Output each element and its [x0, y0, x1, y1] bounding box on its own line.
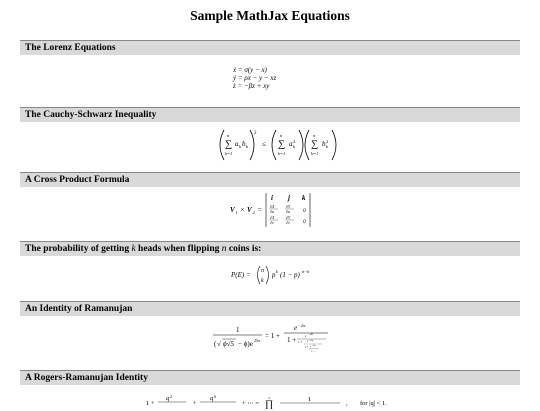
svg-text:n: n: [313, 133, 316, 138]
svg-text:k=1: k=1: [225, 151, 233, 156]
section-heading-cross-product: A Cross Product Formula: [20, 172, 520, 187]
svg-text:∂Y: ∂Y: [286, 204, 291, 209]
svg-text:1 +: 1 +: [298, 340, 303, 344]
svg-text:k: k: [302, 194, 306, 202]
svg-text:∂u: ∂u: [286, 209, 290, 214]
svg-text:e: e: [294, 324, 298, 332]
svg-text:k: k: [239, 144, 241, 149]
lorenz-line-2: ẏ = ρx − y − xz: [233, 74, 277, 82]
svg-text:ϕ√5: ϕ√5: [223, 340, 234, 348]
probability-equation: [0, 263, 540, 287]
svg-text:1+: 1+: [305, 345, 309, 349]
cross-product-formula-graphic: [0, 190, 540, 230]
svg-text:+: +: [193, 400, 197, 407]
svg-text:,: ,: [346, 400, 348, 407]
svg-text:n: n: [227, 133, 230, 138]
svg-text:n−k: n−k: [302, 269, 310, 274]
svg-text:q: q: [210, 395, 214, 402]
probability-formula-graphic: [0, 263, 540, 287]
svg-text:1: 1: [236, 326, 240, 334]
svg-text:a: a: [289, 140, 293, 148]
probability-lhs: P(E) =: [231, 271, 251, 279]
page-title: Sample MathJax Equations: [190, 8, 350, 23]
svg-text:0: 0: [303, 219, 306, 225]
svg-text:k: k: [276, 269, 278, 274]
cauchy-schwarz-equation: [0, 128, 540, 162]
lorenz-line-3: ż = −βz + xy: [233, 82, 270, 90]
svg-text:1: 1: [308, 396, 312, 403]
cauchy-schwarz-formula-graphic: [0, 128, 540, 162]
svg-text:−6π: −6π: [309, 339, 314, 342]
probability-heading-suffix: coins is:: [226, 244, 262, 254]
svg-text:k: k: [261, 278, 264, 284]
svg-text:−4π: −4π: [308, 332, 314, 336]
svg-text:k=1: k=1: [311, 151, 319, 156]
svg-text:+ ⋯ =: + ⋯ =: [242, 400, 260, 407]
svg-text:e: e: [307, 339, 309, 343]
svg-text:∂v: ∂v: [270, 220, 274, 225]
svg-text:2: 2: [252, 210, 255, 215]
svg-text:6: 6: [214, 395, 216, 399]
svg-text:n: n: [261, 268, 264, 274]
probability-heading-mid: heads when flipping: [135, 244, 222, 254]
section-heading-cauchy-schwarz: The Cauchy-Schwarz Inequality: [20, 107, 520, 122]
svg-text:k: k: [293, 144, 295, 149]
ramanujan-identity: [0, 322, 540, 356]
svg-text:×: ×: [240, 206, 245, 214]
svg-text:q: q: [166, 395, 170, 402]
svg-text:e: e: [305, 334, 307, 338]
svg-text:1+…: 1+…: [311, 350, 317, 353]
rogers-ramanujan-identity: [0, 395, 540, 411]
svg-text:1 +: 1 +: [287, 336, 297, 344]
svg-text:∞: ∞: [268, 396, 271, 400]
probability-heading-prefix: The probability of getting: [25, 244, 132, 254]
rogers-ramanujan-condition: for |q| < 1.: [360, 400, 387, 407]
svg-text:25π: 25π: [254, 338, 261, 343]
svg-text:≤: ≤: [262, 140, 266, 148]
svg-text:2: 2: [254, 131, 257, 136]
ramanujan-formula-graphic: [0, 322, 540, 356]
svg-text:V: V: [247, 206, 252, 214]
svg-text:∂Y: ∂Y: [286, 215, 291, 220]
svg-text:2: 2: [170, 395, 172, 399]
svg-text:∂u: ∂u: [270, 209, 274, 214]
section-heading-rogers-ramanujan: A Rogers-Ramanujan Identity: [20, 370, 520, 385]
svg-text:j: j: [288, 194, 290, 202]
svg-text:V: V: [230, 206, 235, 214]
svg-text:√: √: [217, 340, 221, 348]
svg-text:−2π: −2π: [298, 323, 306, 328]
probability-heading-var-n: n: [221, 244, 227, 254]
svg-text:(: (: [214, 340, 217, 348]
rogers-ramanujan-formula-graphic: [0, 395, 540, 409]
section-heading-lorenz: The Lorenz Equations: [20, 40, 520, 55]
svg-text:− ϕ)e: − ϕ)e: [238, 340, 253, 348]
svg-text:∑: ∑: [278, 139, 286, 150]
svg-text:1: 1: [235, 210, 238, 215]
svg-text:e: e: [310, 345, 312, 348]
section-heading-probability: [20, 241, 520, 256]
svg-text:k: k: [246, 144, 248, 149]
svg-text:∑: ∑: [225, 139, 233, 150]
svg-text:2: 2: [293, 139, 296, 144]
svg-text:2: 2: [326, 139, 329, 144]
probability-heading-var-k: k: [131, 244, 136, 254]
svg-text:i: i: [271, 194, 273, 202]
svg-text:a: a: [235, 140, 239, 148]
cross-product-equation: [0, 190, 540, 230]
svg-text:1 +: 1 +: [146, 400, 155, 407]
svg-text:∂v: ∂v: [286, 220, 290, 225]
svg-text:n: n: [280, 133, 283, 138]
svg-text:∑: ∑: [311, 139, 319, 150]
probability-rhs-q: (1 − p): [280, 271, 300, 279]
lorenz-line-1: ẋ = σ(y − x): [233, 66, 267, 74]
section-heading-ramanujan: An Identity of Ramanujan: [20, 301, 520, 316]
svg-text:k=1: k=1: [278, 151, 286, 156]
svg-text:∂X: ∂X: [270, 204, 275, 209]
svg-text:−8π: −8π: [312, 345, 316, 347]
svg-text:b: b: [242, 140, 246, 148]
svg-text:= 1 +: = 1 +: [265, 332, 280, 340]
svg-text:b: b: [322, 140, 326, 148]
svg-text:∏: ∏: [265, 399, 274, 409]
svg-text:∂X: ∂X: [270, 215, 275, 220]
probability-rhs-p: p: [272, 271, 276, 279]
svg-text:=: =: [257, 206, 262, 214]
svg-text:0: 0: [303, 208, 306, 214]
svg-text:k: k: [326, 144, 328, 149]
